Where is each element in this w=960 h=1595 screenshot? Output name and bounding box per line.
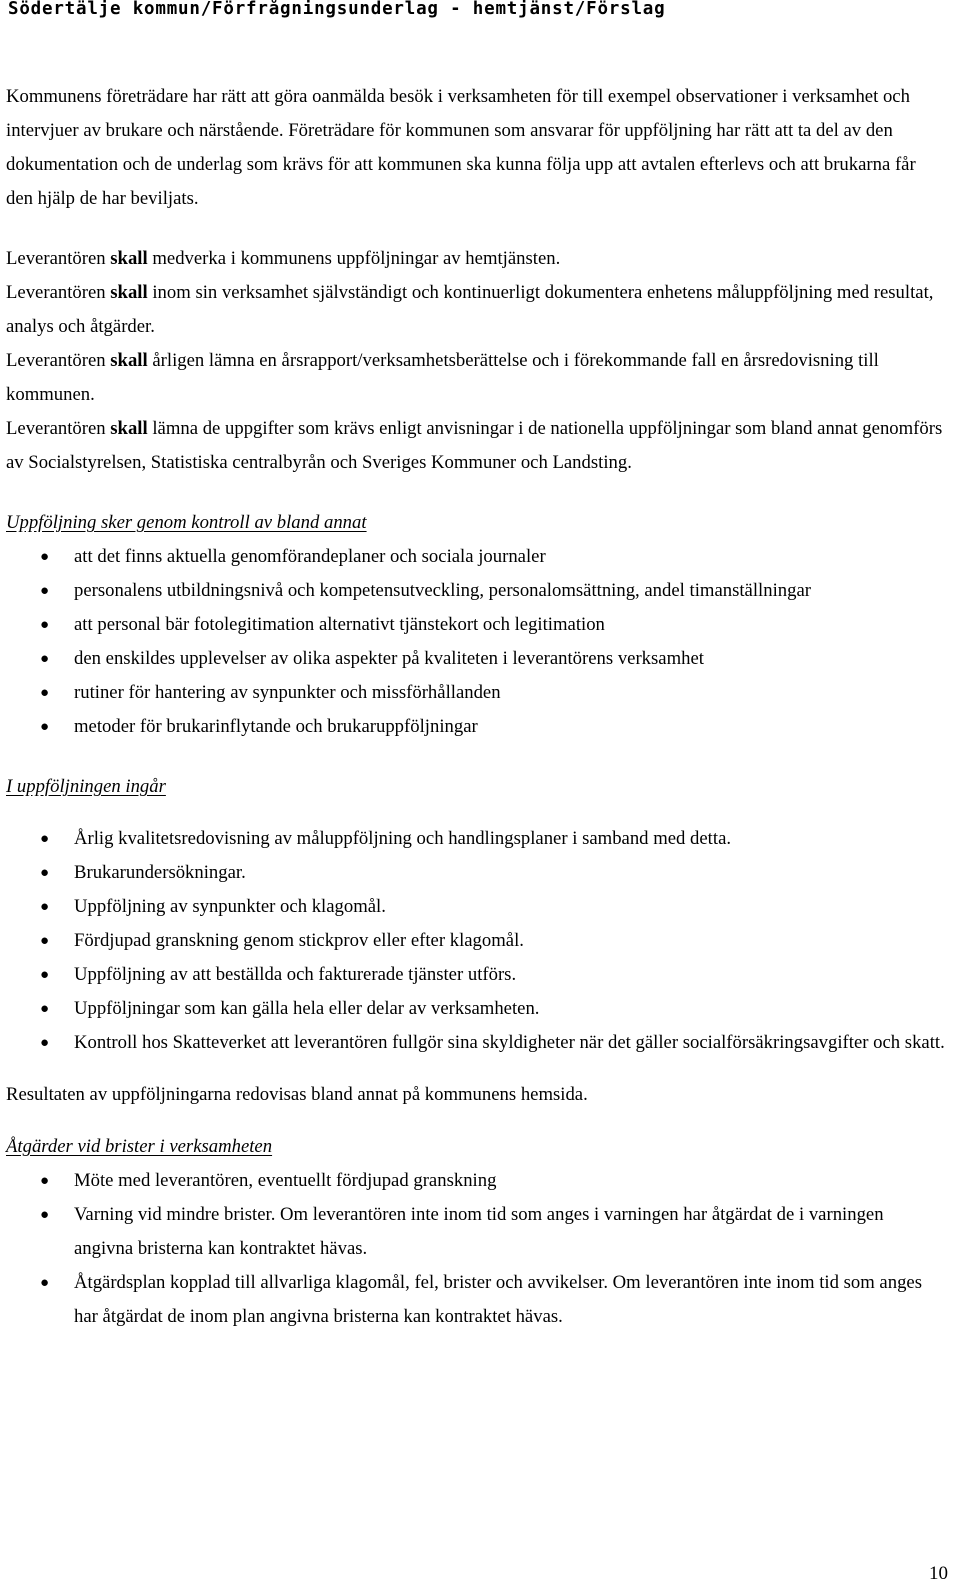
list-item: ● Möte med leverantören, eventuellt fördjupad granskning (6, 1164, 946, 1198)
bullet-icon: ● (40, 617, 50, 633)
requirements (6, 242, 946, 480)
list-item: ● den enskildes upplevelser av olika aspekter på kvaliteten i leverantörens verksamhet (6, 642, 946, 676)
section-heading-measures: Åtgärder vid brister i verksamheten (6, 1136, 273, 1157)
measures-list (6, 1164, 946, 1334)
list-item: ● rutiner för hantering av synpunkter och missförhållanden (6, 676, 946, 710)
requirement-keyword: skall (110, 350, 148, 371)
requirement-keyword: skall (110, 248, 148, 269)
section-heading-followup-includes: I uppföljningen ingår (6, 776, 166, 797)
list-item: ● att personal bär fotolegitimation alternativt tjänstekort och legitimation (6, 608, 946, 642)
bullet-icon: ● (40, 685, 50, 701)
requirement-1: Leverantören skall medverka i kommunens uppföljningar av hemtjänsten. (6, 248, 561, 269)
bullet-icon: ● (40, 583, 50, 599)
section-heading-followup-control: Uppföljning sker genom kontroll av bland annat (6, 512, 367, 533)
document-header: Södertälje kommun/Förfrågningsunderlag - hemtjänst/Förslag (8, 0, 666, 19)
bullet-icon: ● (40, 1207, 50, 1223)
bullet-icon: ● (40, 865, 50, 881)
followup-includes-list (6, 822, 946, 1060)
requirement-4: Leverantören skall lämna de uppgifter som krävs enligt anvisningar i de nationella uppföljningar som bland annat genomförs av Socialstyrelsen, Statistiska centralbyrån och Sveriges Kommuner och Landsting. (6, 418, 943, 473)
list-item: ● att det finns aktuella genomförandeplaner och sociala journaler (6, 540, 946, 574)
bullet-icon: ● (40, 651, 50, 667)
bullet-icon: ● (40, 1035, 50, 1051)
results-paragraph: Resultaten av uppföljningarna redovisas bland annat på kommunens hemsida. (6, 1084, 588, 1105)
list-item: ● metoder för brukarinflytande och brukaruppföljningar (6, 710, 946, 744)
requirement-keyword: skall (110, 282, 148, 303)
bullet-icon: ● (40, 899, 50, 915)
requirement-keyword: skall (110, 418, 148, 439)
followup-control-list (6, 540, 946, 744)
list-item: ● Varning vid mindre brister. Om leverantören inte inom tid som anges i varningen har åtgärdat de i varningen angivna bristerna kan kontraktet hävas. (6, 1198, 946, 1266)
bullet-icon: ● (40, 719, 50, 735)
list-item: ● Fördjupad granskning genom stickprov eller efter klagomål. (6, 924, 946, 958)
requirement-3: Leverantören skall årligen lämna en årsrapport/verksamhetsberättelse och i förekommande fall en årsredovisning till kommunen. (6, 350, 879, 405)
page-number: 10 (929, 1563, 948, 1584)
bullet-icon: ● (40, 549, 50, 565)
document-body (6, 80, 946, 1334)
list-item: ● Kontroll hos Skatteverket att leverantören fullgör sina skyldigheter när det gäller socialförsäkringsavgifter och skatt. (6, 1026, 946, 1060)
list-item: ● Årlig kvalitetsredovisning av måluppföljning och handlingsplaner i samband med detta. (6, 822, 946, 856)
list-item: ● Uppföljning av att beställda och fakturerade tjänster utförs. (6, 958, 946, 992)
bullet-icon: ● (40, 1173, 50, 1189)
list-item: ● personalens utbildningsnivå och kompetensutveckling, personalomsättning, andel timanställningar (6, 574, 946, 608)
bullet-icon: ● (40, 1001, 50, 1017)
bullet-icon: ● (40, 933, 50, 949)
bullet-icon: ● (40, 1275, 50, 1291)
bullet-icon: ● (40, 831, 50, 847)
list-item: ● Uppföljning av synpunkter och klagomål. (6, 890, 946, 924)
list-item: ● Uppföljningar som kan gälla hela eller delar av verksamheten. (6, 992, 946, 1026)
list-item: ● Brukarundersökningar. (6, 856, 946, 890)
list-item: ● Åtgärdsplan kopplad till allvarliga klagomål, fel, brister och avvikelser. Om leverantören inte inom tid som anges har åtgärdat de inom plan angivna bristerna kan kontraktet hävas. (6, 1266, 946, 1334)
intro-paragraph: Kommunens företrädare har rätt att göra oanmälda besök i verksamheten för till exempel observationer i verksamhet och intervjuer av brukare och närstående. Företrädare för kommunen som ansvarar för uppföljning har rätt att ta del av den dokumentation och de underlag som krävs för att kommunen ska kunna följa upp att avtalen efterlevs och att brukarna får den hjälp de har beviljats. (6, 86, 916, 209)
requirement-2: Leverantören skall inom sin verksamhet självständigt och kontinuerligt dokumentera enhetens måluppföljning med resultat, analys och åtgärder. (6, 282, 934, 337)
bullet-icon: ● (40, 967, 50, 983)
